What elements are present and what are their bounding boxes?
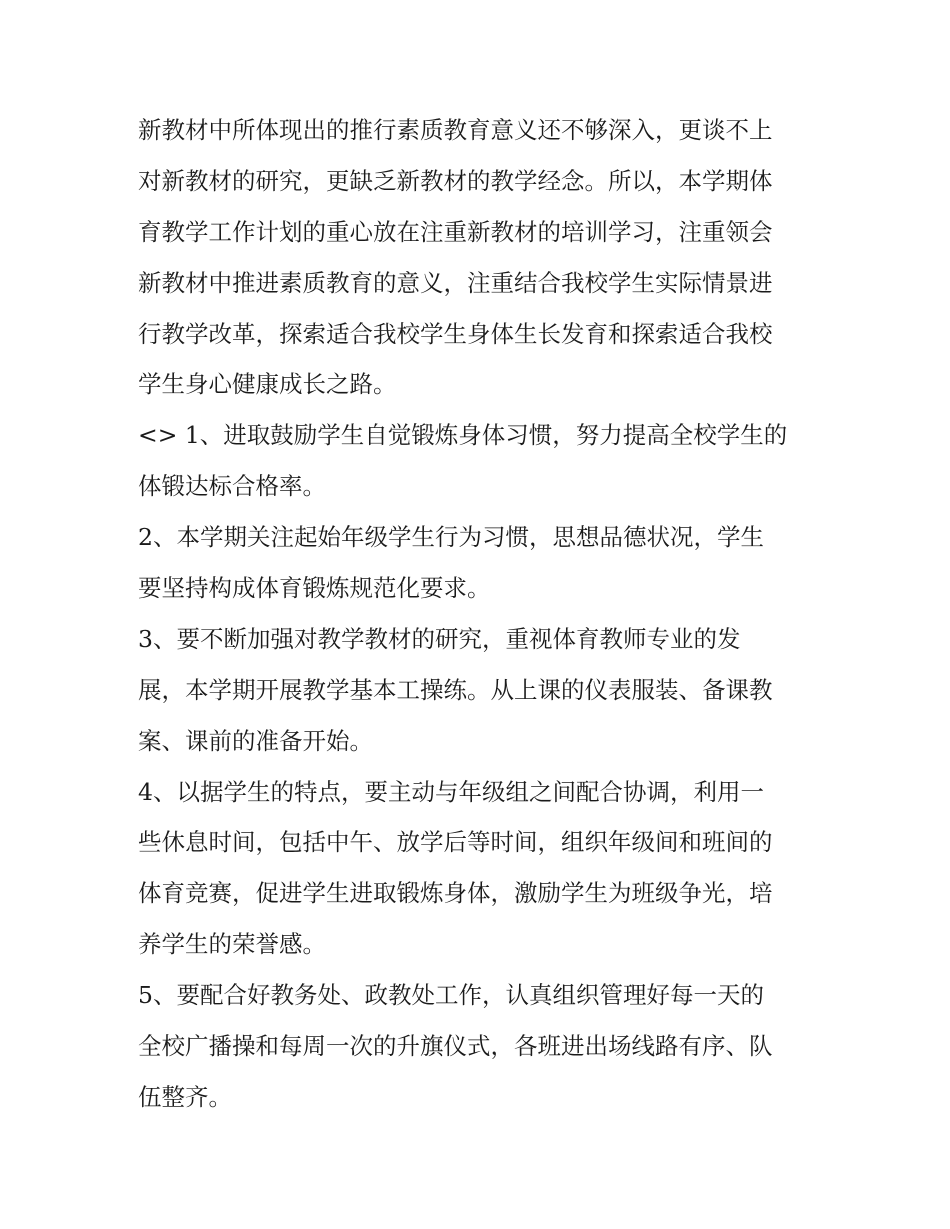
text-line-18: 5、要配合好教务处、政教处工作，认真组织管理好每一天的 [138,981,764,1010]
text-line-6: 学生身心健康成长之路。 [138,370,397,399]
text-line-11: 3、要不断加强对教学教材的研究，重视体育教师专业的发 [138,624,741,653]
text-line-12: 展，本学期开展教学基本工操练。从上课的仪表服装、备课教 [138,675,773,704]
body-text [138,105,818,1123]
text-line-16: 体育竞赛，促进学生进取锻炼身体，激励学生为班级争光，培 [138,879,773,908]
text-line-17: 养学生的荣誉感。 [138,930,326,959]
text-line-7: <> 1、进取鼓励学生自觉锻炼身体习惯，努力提高全校学生的 [138,421,788,450]
text-line-19: 全校广播操和每周一次的升旗仪式，各班进出场线路有序、队 [138,1032,773,1061]
text-line-3: 育教学工作计划的重心放在注重新教材的培训学习，注重领会 [138,217,773,246]
text-line-8: 体锻达标合格率。 [138,472,326,501]
text-line-5: 行教学改革，探索适合我校学生身体生长发育和探索适合我校 [138,319,773,348]
text-line-13: 案、课前的准备开始。 [138,726,373,755]
text-line-9: 2、本学期关注起始年级学生行为习惯，思想品德状况，学生 [138,523,764,552]
text-line-10: 要坚持构成体育锻炼规范化要求。 [138,574,491,603]
text-line-2: 对新教材的研究，更缺乏新教材的教学经念。所以，本学期体 [138,166,773,195]
text-line-4: 新教材中推进素质教育的意义，注重结合我校学生实际情景进 [138,268,773,297]
text-line-1: 新教材中所体现出的推行素质教育意义还不够深入，更谈不上 [138,116,773,144]
text-line-14: 4、以据学生的特点，要主动与年级组之间配合协调，利用一 [138,777,764,806]
text-line-15: 些休息时间，包括中午、放学后等时间，组织年级间和班间的 [138,828,773,857]
text-line-20: 伍整齐。 [138,1082,232,1111]
